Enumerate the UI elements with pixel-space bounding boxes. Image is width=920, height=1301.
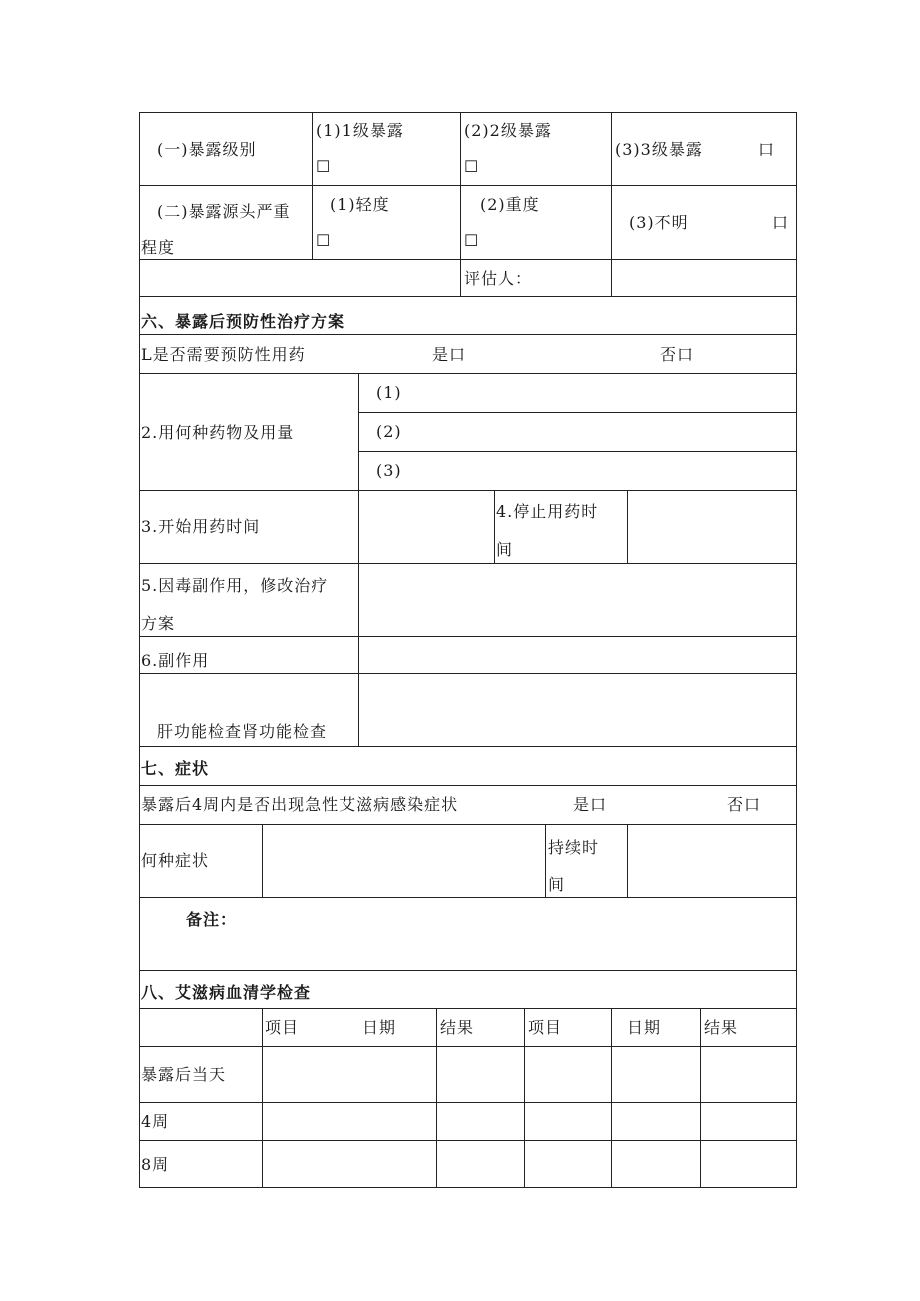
level3-option: (3)3级暴露	[615, 140, 703, 159]
header-result-2: 结果	[704, 1018, 739, 1037]
duration-label-line2: 间	[548, 875, 566, 894]
assessor-label: 评估人：	[464, 269, 533, 288]
prophylaxis-yes[interactable]: 是口	[432, 345, 467, 364]
level2-checkbox[interactable]: ☐	[464, 157, 480, 176]
remarks-label: 备注：	[186, 910, 238, 929]
symptom-yes[interactable]: 是口	[573, 795, 608, 814]
header-item-1: 项目	[265, 1018, 300, 1037]
modify-plan-label-line2: 方案	[141, 614, 176, 633]
liver-kidney-check-label: 肝功能检查肾功能检查	[157, 722, 328, 741]
row-label-week8: 8周	[141, 1155, 170, 1174]
drug-option-3: (3)	[376, 461, 402, 480]
symptom-no[interactable]: 否口	[727, 795, 762, 814]
stop-time-label-line1: 4.停止用药时	[496, 502, 599, 521]
stop-time-label-line2: 间	[496, 540, 514, 559]
prophylaxis-no[interactable]: 否口	[660, 345, 695, 364]
severe-checkbox[interactable]: ☐	[464, 231, 480, 250]
drug-option-1: (1)	[376, 383, 402, 402]
acute-symptom-question: 暴露后4周内是否出现急性艾滋病感染症状	[141, 795, 459, 814]
section8-title: 八、艾滋病血清学检查	[141, 983, 312, 1002]
start-time-label: 3.开始用药时间	[141, 517, 261, 536]
row-label-week4: 4周	[141, 1112, 170, 1131]
unknown-option: (3)不明	[629, 213, 689, 232]
level2-option: (2)2级暴露	[464, 121, 552, 140]
prophylaxis-question: L是否需要预防性用药	[141, 345, 306, 364]
side-effects-label: 6.副作用	[141, 651, 210, 670]
section7-title: 七、症状	[141, 759, 210, 778]
header-date-2: 日期	[627, 1018, 662, 1037]
modify-plan-label-line1: 5.因毒副作用，修改治疗	[141, 576, 329, 595]
drug-option-2: (2)	[376, 422, 402, 441]
mild-option: (1)轻度	[330, 195, 390, 214]
level1-option: (1)1级暴露	[316, 121, 404, 140]
duration-label-line1: 持续时	[548, 838, 600, 857]
level3-checkbox[interactable]: 口	[758, 140, 776, 159]
severity-label-line2: 程度	[141, 238, 176, 257]
severity-label-line1: (二)暴露源头严重	[157, 202, 291, 221]
section6-title: 六、暴露后预防性治疗方案	[141, 312, 346, 331]
header-item-2: 项目	[528, 1018, 563, 1037]
exposure-level-label: (一)暴露级别	[157, 140, 257, 159]
level1-checkbox[interactable]: ☐	[316, 157, 332, 176]
drug-dosage-label: 2.用何种药物及用量	[141, 423, 295, 442]
row-label-day0: 暴露后当天	[141, 1065, 227, 1084]
unknown-checkbox[interactable]: 口	[772, 213, 790, 232]
mild-checkbox[interactable]: ☐	[316, 231, 332, 250]
header-result-1: 结果	[440, 1018, 475, 1037]
severe-option: (2)重度	[480, 195, 540, 214]
header-date-1: 日期	[362, 1018, 397, 1037]
which-symptoms-label: 何种症状	[141, 851, 210, 870]
